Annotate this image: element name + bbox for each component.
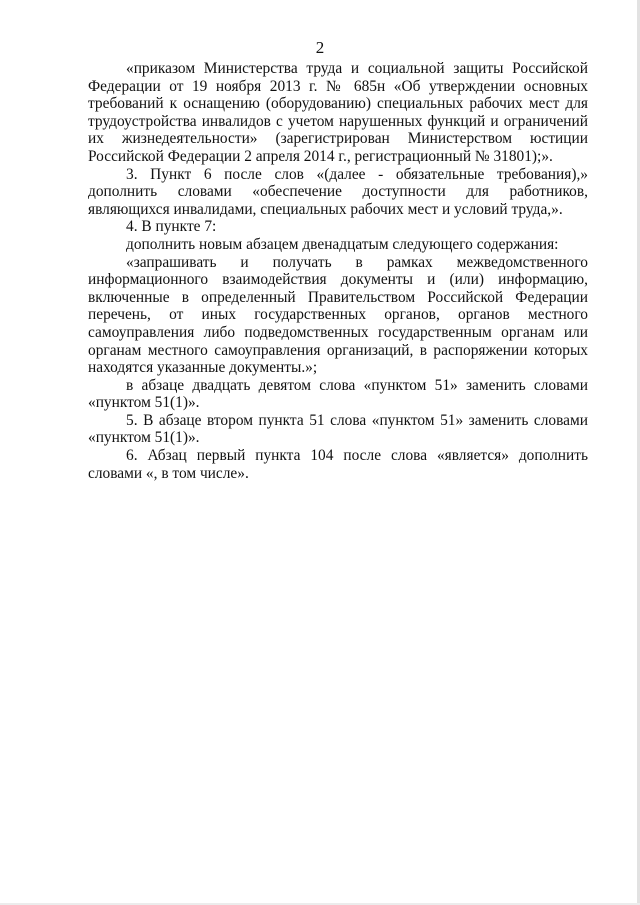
paragraph-add-twelfth-abzac: дополнить новым абзацем двенадцатым следующего содержания: bbox=[126, 235, 559, 253]
paragraph-request-and-receive: «запрашивать и получать в рамках межведомственного информационного взаимодействия документы и (или) информацию, включенные в определенный Правительством Российской Федерации перечень, от иных государственных органов, органов местного самоуправления либо подведомственных государственным органам или органам местного самоуправления организаций, в распоряжении которых находятся указанные документы.»; bbox=[88, 253, 588, 377]
paragraph-twenty-ninth-abzac: в абзаце двадцать девятом слова «пунктом 51» заменить словами «пунктом 51(1)». bbox=[88, 376, 588, 412]
page-number: 2 bbox=[315, 38, 325, 57]
paragraph-item-6: 6. Абзац первый пункта 104 после слова «является» дополнить словами «, в том числе». bbox=[88, 447, 588, 482]
paragraph-item-4-heading: 4. В пункте 7: bbox=[126, 218, 217, 236]
paragraph-order-reference: «приказом Министерства труда и социальной защиты Российской Федерации от 19 ноября 2013 г. № 685н «Об утверждении основных требований к оснащению (оборудованию) специальных рабочих мест для трудоустройства инвалидов с учетом нарушенных функций и ограничений их жизнедеятельности» (зарегистрирован Министерством юстиции Российской Федерации 2 апреля 2014 г., регистрационный № 31801);». bbox=[88, 60, 588, 165]
document-body bbox=[88, 60, 588, 482]
paragraph-item-5: 5. В абзаце втором пункта 51 слова «пунктом 51» заменить словами «пунктом 51(1)». bbox=[88, 411, 588, 447]
paragraph-item-3: 3. Пункт 6 после слов «(далее - обязательные требования),» дополнить словами «обеспечение доступности для работников, являющихся инвалидами, специальных рабочих мест и условий труда,». bbox=[88, 165, 588, 218]
